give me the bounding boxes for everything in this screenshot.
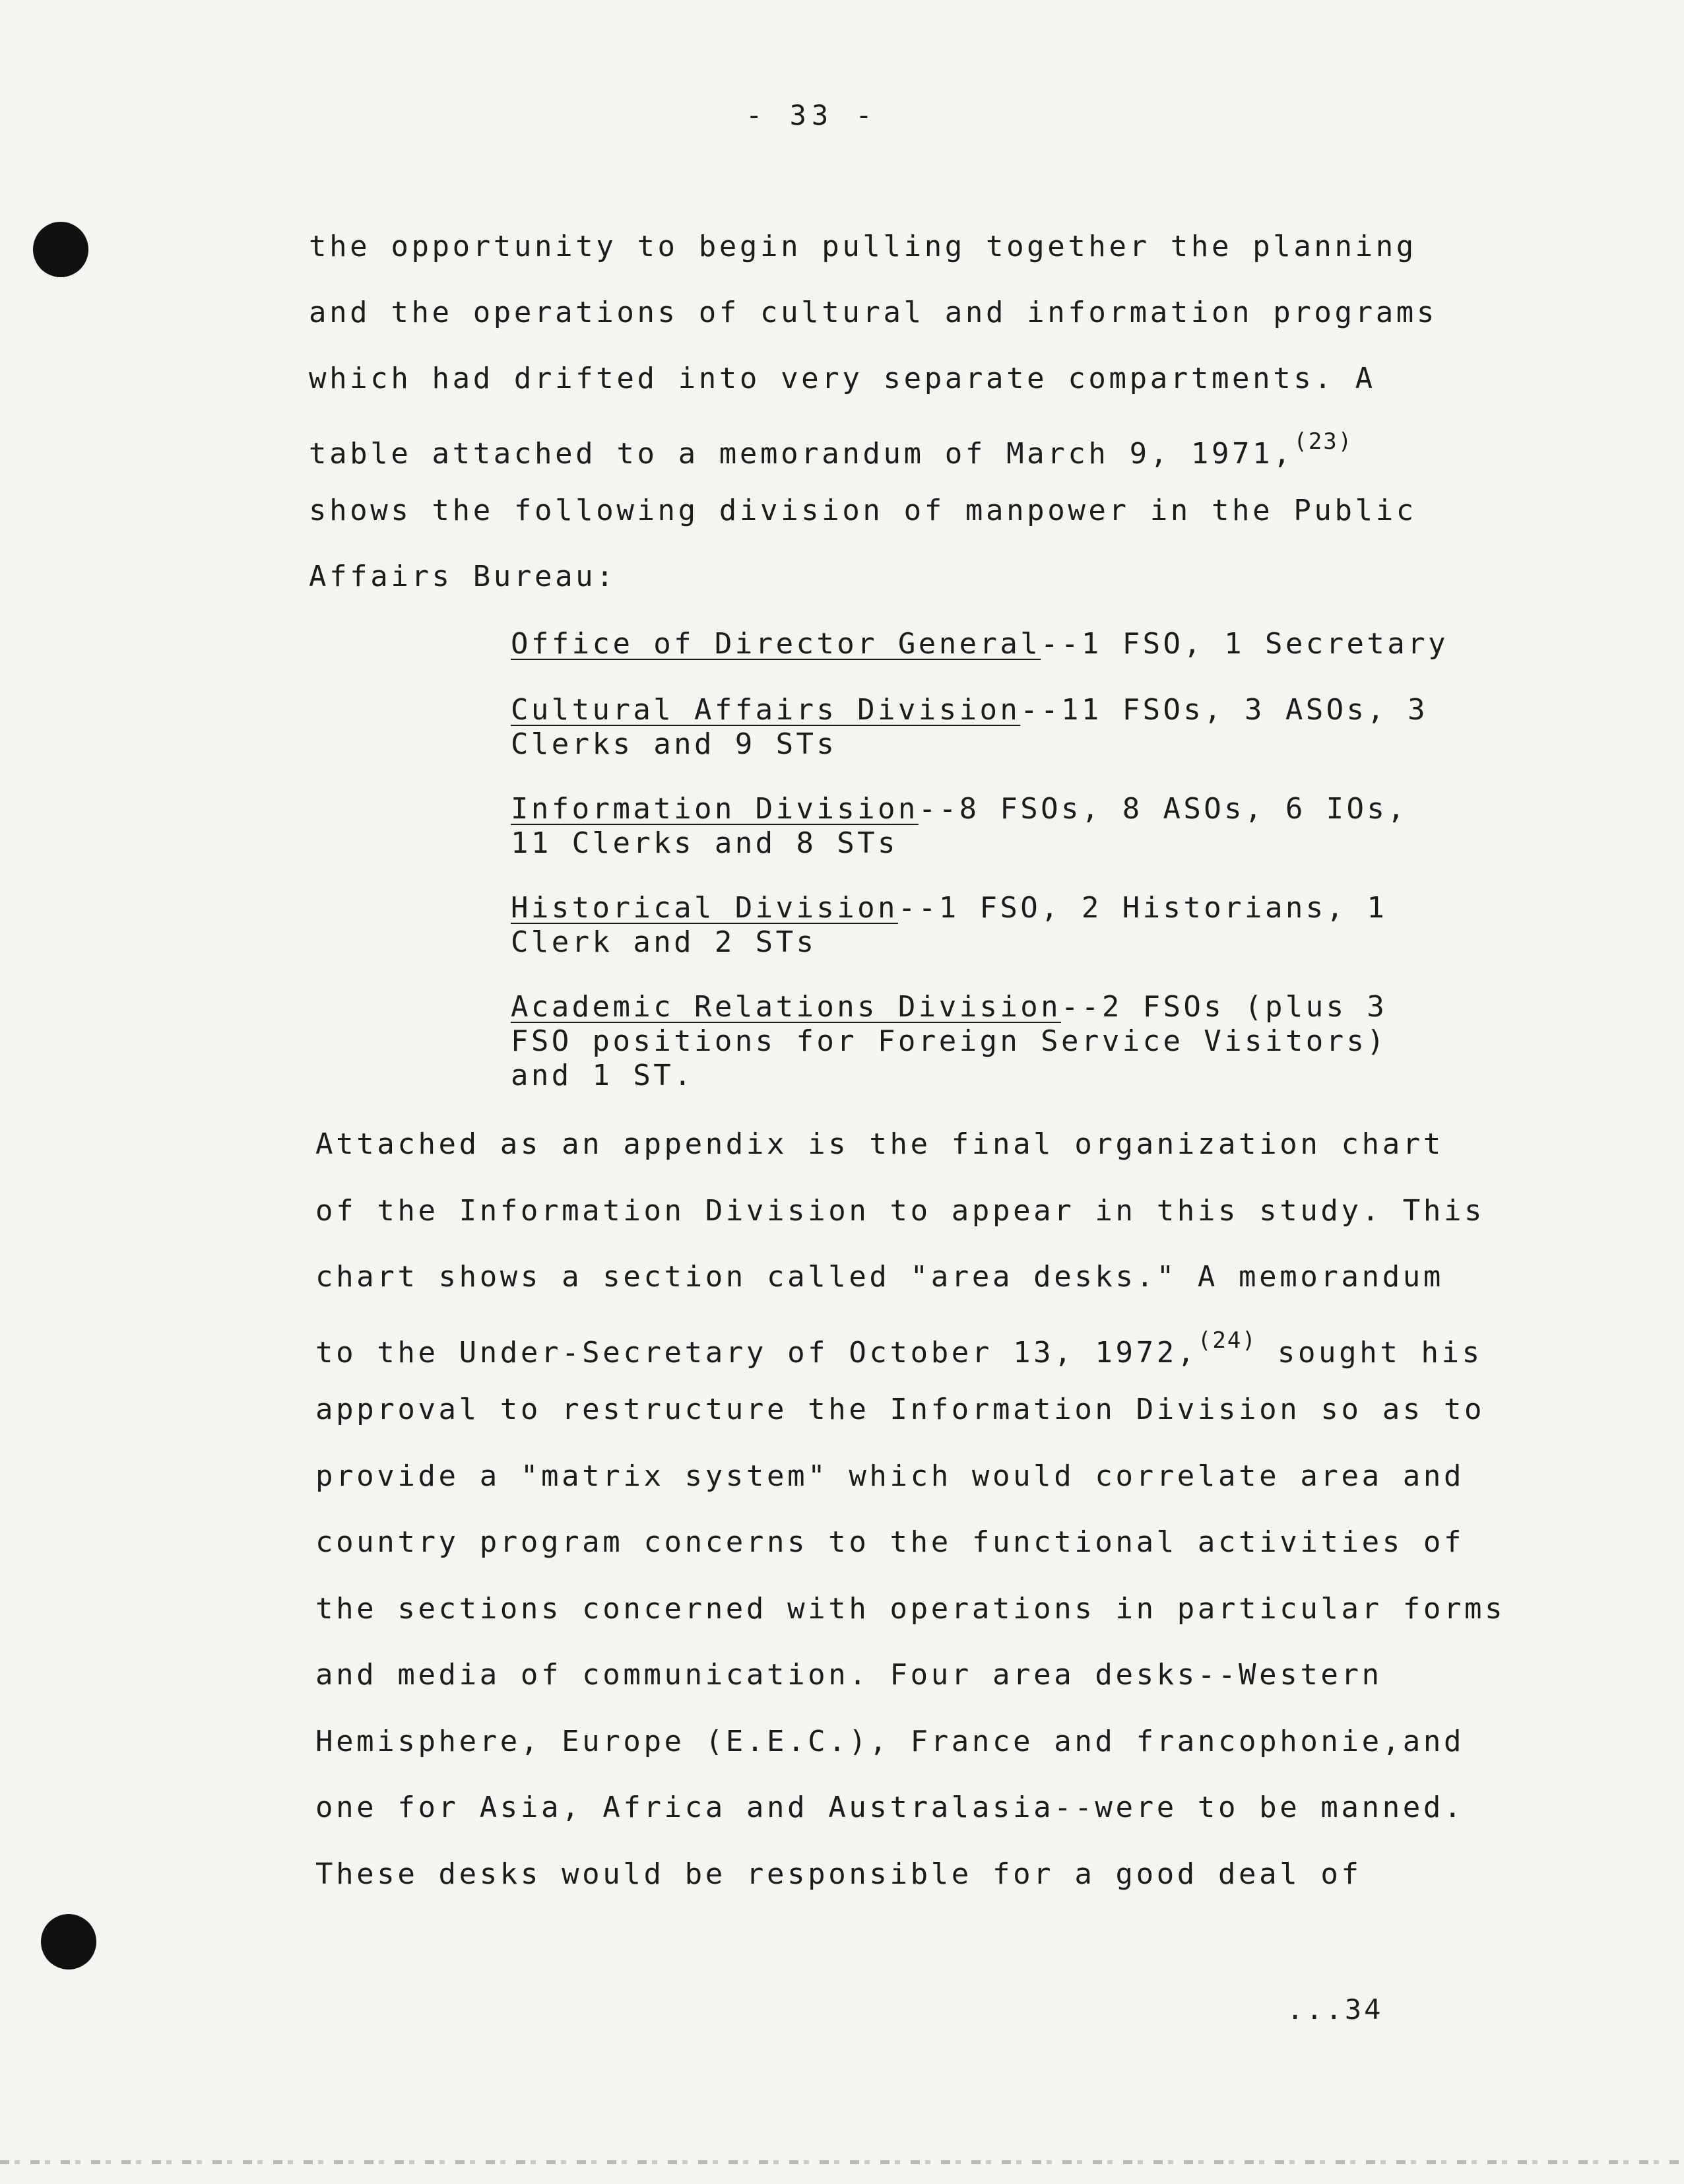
text-line: shows the following division of manpower in the Public [309,494,1417,527]
text-line: provide a "matrix system" which would correlate area and [315,1459,1465,1493]
text-line: one for Asia, Africa and Australasia--were to be manned. [315,1791,1465,1824]
text-line: Affairs Bureau: [309,560,617,593]
text-line: Attached as an appendix is the final organization chart [315,1127,1444,1161]
text-line: These desks would be responsible for a good deal of [315,1857,1362,1891]
division-name: Office of Director General [511,627,1041,661]
continued-marker: ...34 [1287,1993,1384,2026]
punch-hole [41,1914,96,1969]
text-line: Hemisphere, Europe (E.E.C.), France and francophonie,and [315,1724,1465,1758]
punch-hole [33,222,88,277]
text-line: table attached to a memorandum of March 9, 1971,$^{(23)}$ [309,428,1353,471]
scan-edge [0,2160,1684,2164]
text-line: and media of communication. Four area desks--Western [315,1658,1382,1692]
division-name: Historical Division [511,891,898,925]
division-entry: Cultural Affairs Division--11 FSOs, 3 ASOs, 3 Clerks and 9 STs [511,693,1429,761]
page-number: - 33 - [746,99,878,131]
text-line: to the Under-Secretary of October 13, 1972,$^{(24)}$ sought his [315,1327,1483,1370]
division-name: Cultural Affairs Division [511,693,1021,727]
division-name: Academic Relations Division [511,990,1062,1024]
text-line: approval to restructure the Information Division so as to [315,1393,1485,1426]
division-name: Information Division [511,792,919,826]
text-line: the sections concerned with operations in particular forms [315,1591,1506,1626]
text-line: the opportunity to begin pulling together the planning [309,230,1417,263]
division-entry: Historical Division--1 FSO, 2 Historians, 1 Clerk and 2 STs [511,891,1388,959]
text-line: of the Information Division to appear in this study. This [315,1193,1485,1228]
division-entry: Information Division--8 FSOs, 8 ASOs, 6 IOs, 11 Clerks and 8 STs [511,792,1408,860]
text-line: country program concerns to the functional activities of [315,1525,1465,1559]
text-line: chart shows a section called "area desks." A memorandum [315,1260,1444,1294]
division-entry: Academic Relations Division--2 FSOs (plus 3 FSO positions for Foreign Service Visitors) and 1 ST. [511,990,1388,1092]
footnote-ref: (24) [1197,1327,1257,1354]
division-entry: Office of Director General--1 FSO, 1 Secretary [511,627,1448,661]
text-line: which had drifted into very separate compartments. A [309,362,1376,395]
footnote-ref: (23) [1293,428,1353,455]
text-line: and the operations of cultural and information programs [309,296,1437,329]
